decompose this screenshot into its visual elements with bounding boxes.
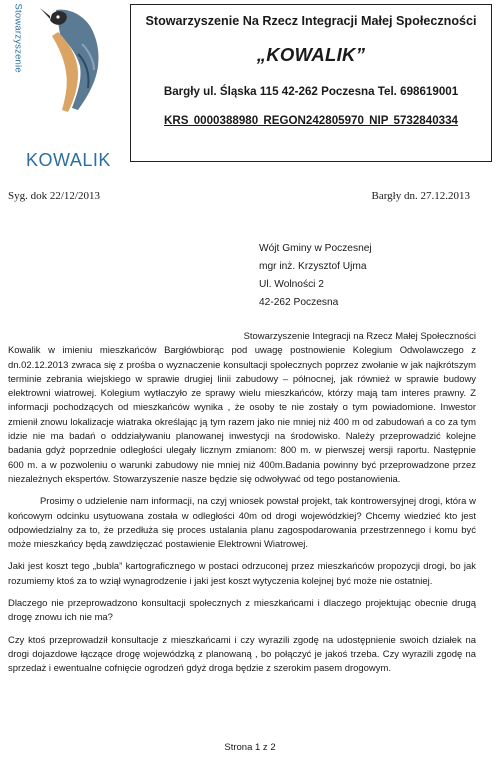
addressee-line: Wójt Gminy w Poczesnej [259, 243, 372, 254]
addressee-line: Ul. Wolności 2 [259, 279, 324, 290]
page-number: Strona 1 z 2 [224, 742, 276, 753]
document-signature: Syg. dok 22/12/2013 [8, 190, 100, 202]
organization-logo [4, 3, 126, 170]
body-paragraph: Prosimy o udzielenie nam informacji, na czyj wniosek powstał projekt, tak kontrowersyjnej drogi, która w końcowym odcinku usytuowana została w odległości 40m od drogi wojewódzkiej? Chcemy wiedzieć kto jest odpowiedzialny za to, że przedłuża się proces ustalania planu zagospodarowania przestrzennego i komu być może mieszkańcy będą zawdzięczać postawienie Elektrowni Wiatrowej. [8, 496, 476, 551]
logo-vertical-text: Stowarzyszenie [12, 3, 24, 73]
body-paragraph: Jaki jest koszt tego „bubla” kartograficznego w postaci odrzuconej przez mieszkańców propozycji drogi, bo jak rozumiemy ktoś za to wziął wynagrodzenie i jaki jest koszt wytyczenia kolejnej być może nie ostatniej. [8, 561, 476, 587]
addressee-block [259, 240, 372, 312]
body-paragraph: Kowalik w imieniu mieszkańców Bargłówbiorąc pod uwagę postnowienie Kolegium Odwolawczego z dn.02.12.2013 zwraca się z prośba o wyznaczenie konsultacji społecznych poprzez zwołanie w jak najkrótszym terminie zebrania wiejskiego w sprawie drugiej linii zabudowy – północnej, jak również w sprawie budowy elektrowni wiatrowej. Kolegium wytłaczyło ze sprawy wielu mieszkańców, którzy mają tam interes prawny. Z informacji pochodzących od mieszkańców wynika , że osoby te nie zostały o tym powiadomione. Inwestor zmienił znowu lokalizacje wiatraka określając ją tym razem jako nie mniej niż 400 m od zabudowań a co za tym idzie nie ma badań o oddziaływaniu planowanej inwestycji na środowisko. Należy przeprowadzić kolejne badania gdyż poprzednie odległości ulegały licznym zmianom: 800 m. w pierwszej wersji raportu. Następnie 600 m. a w pozwoleniu o warunki zabudowy nie mniej niż 400m.Badania powinny być przeprowadzone przez niezależnych ekspertów. Stowarzyszenie nasze będzie się odwoływać od tego postanowienia. [8, 345, 476, 485]
organization-name: Stowarzyszenie Na Rzecz Integracji Małej Społeczności [145, 14, 477, 28]
addressee-line: mgr inż. Krzysztof Ujma [259, 261, 367, 272]
organization-address: Bargły ul. Śląska 115 42-262 Poczesna Tel. 698619001 [163, 85, 459, 98]
addressee-line: 42-262 Poczesna [259, 297, 339, 308]
letter-body [8, 330, 476, 685]
organization-registry: KRS 0000388980 REGON242805970 NIP 5732840334 [164, 114, 458, 127]
nuthatch-bird-icon [38, 4, 114, 116]
document-date: Bargły dn. 27.12.2013 [371, 190, 470, 202]
body-intro: Stowarzyszenie Integracji na Rzecz Małej Społeczności [243, 331, 476, 342]
letterhead-box [130, 4, 492, 162]
body-paragraph: Czy ktoś przeprowadził konsultacje z mieszkańcami i czy wyrazili zgodę na udostępnienie swoich działek na drogi dojazdowe łączące drogę wojewódzką z planowaną , bo połączyć je jakoś trzeba. Czy wyrazili zgodę na sprzedaż i ewentualne cofnięcie ogrodzeń gdyż droga będzie z szerokim pasem drogowym. [8, 634, 476, 675]
logo-name: KOWALIK [26, 150, 111, 170]
body-paragraph: Dlaczego nie przeprowadzono konsultacji społecznych z mieszkańcami i dlaczego projektując obecnie drugą drogę znowu ich nie ma? [8, 598, 476, 624]
organization-brand: „KOWALIK” [256, 44, 366, 65]
